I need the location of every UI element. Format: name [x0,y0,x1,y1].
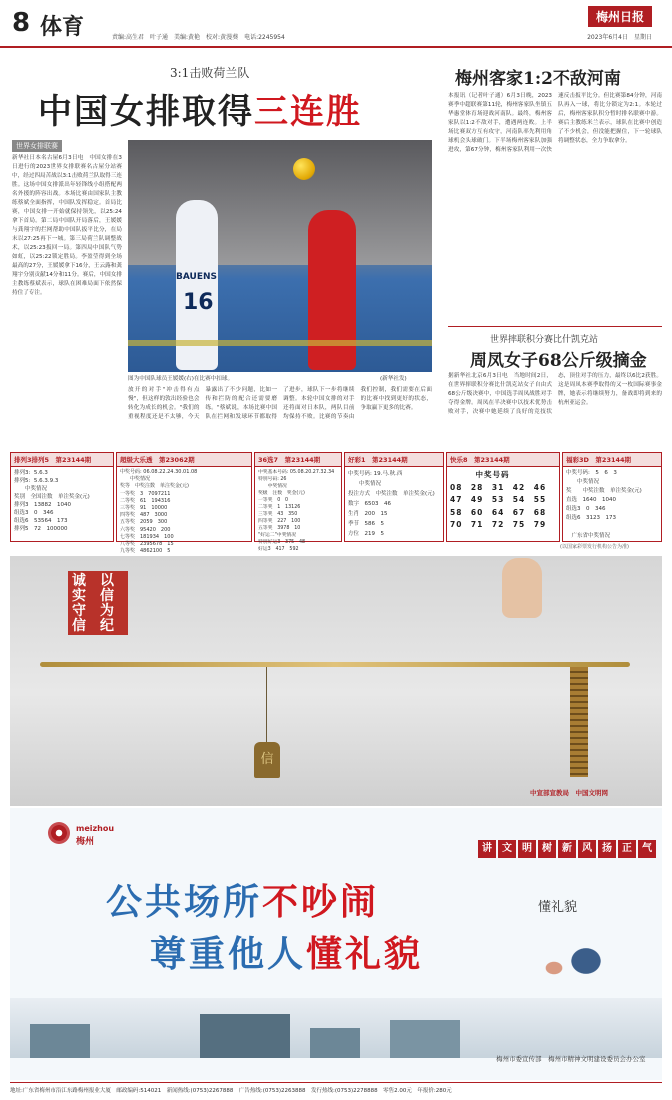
seal-text-right: 以信为纪 [100,573,114,634]
jersey-name: BAUENS [176,272,218,282]
lottery-title: 快乐8 第23144期 [447,453,559,467]
page-header [0,0,672,48]
courtesy-ad [10,808,662,1080]
main-headline-part1: 中国女排取得 [38,92,254,132]
photo-stands [128,140,432,265]
slogan-tile: 明 [518,840,536,858]
issue-date: 2023年6月4日 星期日 [587,34,652,41]
jersey-number: 16 [183,290,214,315]
slogan-tiles [478,836,658,858]
scale-string [266,667,267,743]
photo-credit: (新华社发) [380,376,407,382]
photo-player-red [308,210,356,370]
integrity-ad [10,556,662,806]
ad1-credit: 中宣部宣教局 中国文明网 [530,789,608,797]
ad2-signature: 梅州市委宣传部 梅州市精神文明建设委员会办公室 [496,1055,646,1063]
main-headline [38,84,362,133]
slogan-tile: 树 [538,840,556,858]
ad2-line2-b: 懂礼貌 [306,934,424,975]
lottery-title: 福彩3D 第23144期 [563,453,661,467]
slogan-tile: 讲 [478,840,496,858]
main-kicker: 3:1击败荷兰队 [170,66,250,80]
lottery-box [10,452,114,542]
main-body-left: 新华社日本名古屋6月3日电 中国女排在3日进行的2023世界女排联赛名古屋分站赛中，经过四局苦战以3:1击败荷兰队取得三连胜。这场中国女排派出年轻锋线小组搭配两名外援的阵容出战。本场比赛由国家队主教练蔡斌全面指挥，中国队发挥稳定。首局比赛，中国女排一开始就保持领先，以25:24拿下首局。第二局中国队开局落后，王媛媛与龚翔宇的拦网帮助中国队扳平比分，在局末以27:25再下一城。第三局荷兰队调整战术，以25:23扳回一局。第四局中国队气势如虹，以25:22锁定胜局。李盈莹得到全场最高的27分，王媛媛拿下16分，王云蕗和龚翔宇分别贡献14分和11分。赛后，中国女排主教练蔡斌表示，球队在困难局面下依然保持住了专注。 [12,155,122,296]
main-body-bottom: 放开的对手"冲击得有点慢"，但这样的敦出经验也会转化为成长的机会。"我们的重视程度还是不太够，今天暴露出了不少问题，比如一传和拦防的配合还需要磨练。"蔡斌说，本场比赛中国队在拦网和发球环节都取得了进步，球队下一步将继续调整。本轮中国女排的对手还将面对日本队，两队目前均保持不败。比赛的节奏由我们控制，我们需要在后面的比赛中找到更好的状态，争取赢下更多的比赛。 [128,387,432,420]
right-divider [448,326,662,327]
volleyball-icon [293,158,315,180]
lottery-title: 好彩1 第23144期 [345,453,443,467]
buildings-illustration [10,998,662,1058]
lottery-title: 36选7 第23144期 [255,453,341,467]
lottery-body: 中奖号码: 19.马.秋.西 中奖情况 投注方式 中奖注数 单注奖金(元) 数字 6503 46 生肖 200 15 季节 586 5 方位 219 5 [348,471,435,537]
hand-icon [502,558,542,618]
slogan-tile: 气 [638,840,656,858]
lottery-body: 排列3: 5.6.3 排列5: 5.6.3.9.3 中奖情况 奖别 全国注数 单注奖金(元) 排列3 13882 1040 组选3 0 346 组选6 53564 173 排列5 72 100000 [14,470,90,532]
lottery-box [254,452,342,552]
slogan-tile: 新 [558,840,576,858]
ad2-slogan-line2 [150,926,423,977]
photo-caption: 图为中国队球员王媛媛(右)在比赛中扣球。 [128,376,234,382]
right-body-2: 据新华社北京6月3日电 当地时间2日，在世界摔联积分赛比什凯克站女子自由式68公斤级决赛中，中国选手周凤战胜对手夺得金牌。周凤在半决赛中以技术优势击败对手，决赛中她延续了良好的竞技状态，顶住对手的压力，最终以6比2获胜。这是周凤本赛季取得的又一枚国际赛事金牌，她表示将继续努力，备战即将到来的杭州亚运会。 [448,373,662,415]
lottery-box [344,452,444,542]
lottery-box [116,452,252,555]
scale-beam [40,662,630,667]
lottery-note: (以国家彩票发行机构公告为准) [560,544,629,550]
page-footer: 地址:广东省梅州市沿江东路梅州报业大厦 邮政编码:514021 新闻热线:(0753)2267888 广告热线:(0753)2263888 发行热线:(0753)2278888 零售2.00元 年报价:280元 [10,1082,662,1094]
lottery-title: 排列3排列5 第23144期 [11,453,113,467]
section-name: 体育 [40,14,85,40]
right-body-1: 本报讯（记者叶子通）6月3日晚，2023赛季中超联赛第11轮，梅州客家队坐镇五华惠堂体育场迎战河南队。最终，梅州客家队以1:2不敌对手，遭遇两连败。上半场比赛双方互有攻守，河南队率先利用角球机会头球破门。下半场梅州客家队加强进攻，第67分钟，梅州客家队利用一次快速反击扳平比分。但比赛第84分钟，河南队再入一球，将比分锁定为2:1。本轮过后，梅州客家队积分暂时排名联赛中游。赛后主教练米兰表示，球队在比赛中创造了不少机会，但没能把握住，下一轮球队将调整状态，全力争取拿分。 [448,93,662,153]
ad2-line2-a: 尊重他人 [150,934,307,975]
ad2-side-art-text: 懂礼貌 [538,900,578,915]
lottery-box [562,452,662,542]
scale-weight: 信 [254,742,280,778]
slogan-tile: 文 [498,840,516,858]
ad2-line1-a: 公共场所 [106,882,263,923]
volleyball-photo [128,140,432,372]
slogan-tile: 正 [618,840,636,858]
lottery-body: 中奖基本号码: 05.08.20.27.32.34 特别号码: 26 中奖情况 奖级 注数 奖金(元) 一等奖 0 0 二等奖 1 13126 三等奖 43 350 四等奖 227 100 五等奖 3978 10 "好运二"中奖情况 特别好运3 375 48 好运3 417 592 [258,470,335,552]
photo-net [128,340,432,346]
editors-line: 责编:高生君 叶子通 美编:黄艳 校对:黄漫葵 电话:2245954 [112,34,285,41]
main-headline-part2: 三连胜 [254,92,362,132]
lottery-numbers: 中奖号码 08 28 31 42 46 47 49 53 54 55 58 60 64 67 68 70 71 72 75 79 [450,470,547,529]
lottery-body: 中奖号码: 06.08.22.24.30.01.08 中奖情况 奖等 中奖注数 单注奖金(元) 一等奖 3 7097211 二等奖 61 194316 三等奖 91 10000 四等奖 487 3000 五等奖 2059 300 六等奖 95420 200 七等奖 181934 100 八等奖 2395678 15 九等奖 4862100 5 [120,469,198,555]
lottery-box [446,452,560,542]
masthead-logo: 梅州日报 [588,6,652,27]
logo-text-cn: 梅州 [76,837,95,847]
lottery-title: 超级大乐透 第23062期 [117,453,251,467]
scale-chain [570,667,588,777]
meizhou-logo-icon [48,822,70,844]
slogan-tile: 风 [578,840,596,858]
right-subheadline-2: 世界摔联积分赛比什凯克站 [490,335,599,345]
ad2-line1-b: 不吵闹 [262,882,380,923]
seal-text-left: 诚实守信 [72,573,86,634]
lottery-body: 中奖号码: 5 6 3 中奖情况 奖 中奖注数 单注奖金(元) 直选 1640 1040 组选3 0 346 组选6 3123 173 广东省中奖情况 [566,470,642,539]
section-badge: 世界女排联赛 [12,140,62,152]
integrity-seal [68,571,128,635]
right-headline-1: 梅州客家1:2不敌河南 [455,69,621,89]
ad2-slogan-line1 [106,874,379,925]
page-number: 8 [12,8,31,38]
slogan-tile: 扬 [598,840,616,858]
right-headline-2: 周凤女子68公斤级摘金 [470,351,647,371]
logo-text-en: meizhou [76,824,115,833]
